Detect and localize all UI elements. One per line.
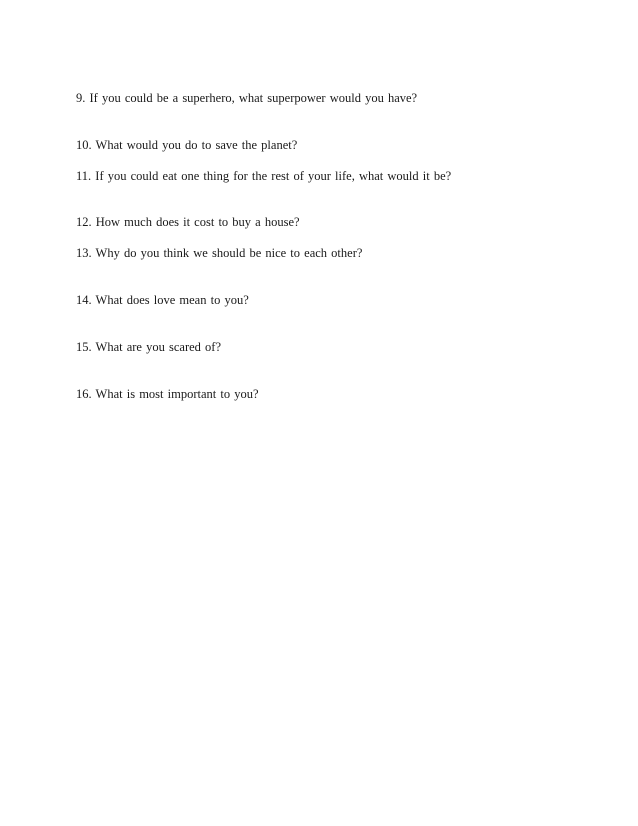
- question-text: If you could eat one thing for the rest of your life, what would it be?: [95, 169, 452, 183]
- question-text: If you could be a superhero, what superpower would you have?: [89, 91, 418, 105]
- question-text: What would you do to save the planet?: [95, 138, 298, 152]
- question-number: 15.: [76, 340, 92, 354]
- question-item: [76, 168, 451, 184]
- question-number: 9.: [76, 91, 86, 105]
- question-item: [76, 245, 362, 261]
- question-number: 12.: [76, 215, 92, 229]
- question-text: Why do you think we should be nice to each other?: [95, 246, 363, 260]
- question-text: What is most important to you?: [95, 387, 259, 401]
- question-item: [76, 292, 249, 308]
- question-item: [76, 386, 259, 402]
- question-text: How much does it cost to buy a house?: [95, 215, 300, 229]
- question-item: [76, 90, 417, 106]
- question-text: What are you scared of?: [95, 340, 221, 354]
- question-item: [76, 137, 297, 153]
- question-number: 14.: [76, 293, 92, 307]
- question-number: 10.: [76, 138, 92, 152]
- question-text: What does love mean to you?: [95, 293, 249, 307]
- question-item: [76, 214, 300, 230]
- question-number: 16.: [76, 387, 92, 401]
- question-number: 13.: [76, 246, 92, 260]
- question-number: 11.: [76, 169, 92, 183]
- question-item: [76, 339, 221, 355]
